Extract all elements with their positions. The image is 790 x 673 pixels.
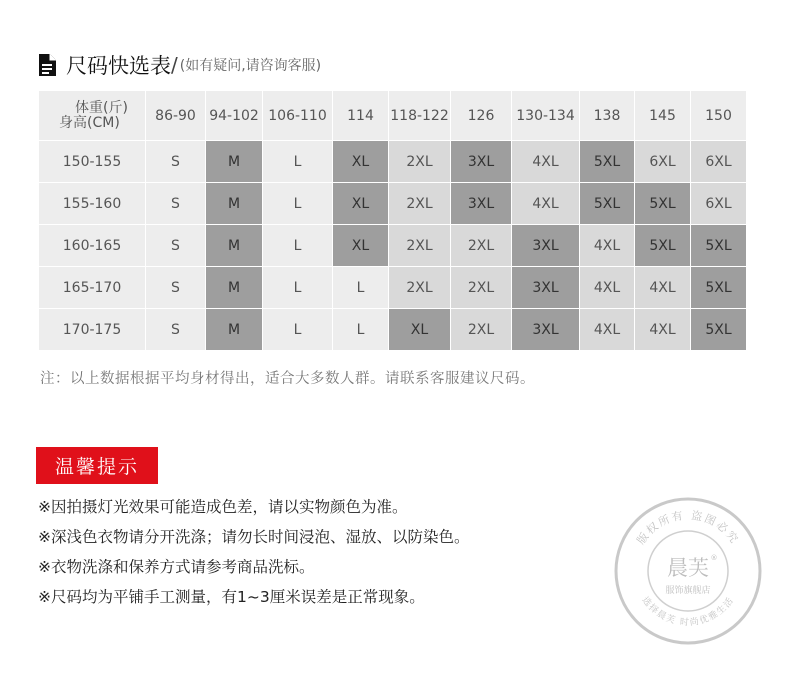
height-header: 165-170	[39, 267, 146, 309]
size-row	[39, 141, 747, 183]
size-cell: 4XL	[580, 267, 635, 309]
weight-header: 118-122	[389, 91, 451, 141]
height-header: 150-155	[39, 141, 146, 183]
size-cell: 2XL	[451, 225, 512, 267]
seal-bottom-text: 选择晨芙 时尚优雅生活	[639, 595, 737, 629]
tips-list	[38, 492, 470, 612]
size-cell: L	[263, 267, 333, 309]
size-row	[39, 267, 747, 309]
size-cell: L	[333, 309, 389, 351]
size-cell: XL	[389, 309, 451, 351]
height-header: 155-160	[39, 183, 146, 225]
size-cell: S	[146, 183, 206, 225]
size-cell: 4XL	[512, 141, 580, 183]
size-row	[39, 183, 747, 225]
tip-item: ※因拍摄灯光效果可能造成色差，请以实物颜色为准。	[38, 498, 408, 516]
title-sub: (如有疑问,请咨询客服)	[179, 58, 322, 74]
size-chart-table	[38, 90, 747, 351]
weight-header: 114	[333, 91, 389, 141]
size-cell: 2XL	[389, 183, 451, 225]
size-cell: 6XL	[691, 141, 747, 183]
tip-item: ※尺码均为平铺手工测量，有1~3厘米误差是正常现象。	[38, 588, 425, 606]
size-cell: S	[146, 225, 206, 267]
size-cell: 3XL	[512, 267, 580, 309]
weight-header: 126	[451, 91, 512, 141]
size-cell: S	[146, 141, 206, 183]
svg-text:版权所有 盗图必究	[634, 508, 743, 547]
size-cell: M	[206, 183, 263, 225]
size-cell: XL	[333, 183, 389, 225]
size-cell: 4XL	[580, 309, 635, 351]
size-cell: M	[206, 141, 263, 183]
size-cell: L	[333, 267, 389, 309]
size-cell: 4XL	[580, 225, 635, 267]
size-cell: 3XL	[512, 309, 580, 351]
corner-height-label: 身高(CM)	[59, 114, 120, 131]
seal-brand: 晨芙	[667, 556, 709, 580]
size-cell: L	[263, 141, 333, 183]
height-header: 160-165	[39, 225, 146, 267]
size-cell: 4XL	[512, 183, 580, 225]
size-cell: 2XL	[451, 267, 512, 309]
size-cell: M	[206, 309, 263, 351]
tip-item: ※衣物洗涤和保养方式请参考商品洗标。	[38, 558, 315, 576]
size-cell: M	[206, 267, 263, 309]
weight-header: 150	[691, 91, 747, 141]
size-cell: 2XL	[389, 141, 451, 183]
document-icon	[36, 53, 58, 77]
title-main: 尺码快选表	[66, 54, 171, 78]
height-header: 170-175	[39, 309, 146, 351]
seal-top-text: 版权所有 盗图必究	[634, 508, 742, 547]
size-cell: 6XL	[635, 141, 691, 183]
corner-cell	[39, 91, 146, 141]
size-cell: XL	[333, 141, 389, 183]
page-title	[36, 50, 321, 80]
size-row	[39, 225, 747, 267]
size-cell: 3XL	[451, 183, 512, 225]
title-slash: /	[171, 53, 178, 77]
corner-weight-label: 体重(斤)	[75, 99, 128, 116]
tips-title: 温馨提示	[36, 447, 158, 483]
size-cell: 2XL	[389, 225, 451, 267]
size-cell: 4XL	[635, 309, 691, 351]
size-cell: L	[263, 225, 333, 267]
weight-header: 86-90	[146, 91, 206, 141]
size-cell: M	[206, 225, 263, 267]
size-cell: 3XL	[512, 225, 580, 267]
size-cell: 5XL	[691, 267, 747, 309]
weight-header: 94-102	[206, 91, 263, 141]
size-cell: 5XL	[691, 309, 747, 351]
size-cell: L	[263, 183, 333, 225]
tips-divider	[36, 482, 158, 484]
size-cell: 6XL	[691, 183, 747, 225]
seal-store: 服饰旗舰店	[665, 586, 711, 596]
size-cell: 4XL	[635, 267, 691, 309]
size-cell: 5XL	[635, 183, 691, 225]
size-cell: 5XL	[635, 225, 691, 267]
size-cell: 2XL	[389, 267, 451, 309]
size-cell: 3XL	[451, 141, 512, 183]
tip-item: ※深浅色衣物请分开洗涤；请勿长时间浸泡、湿放、以防染色。	[38, 528, 470, 546]
size-cell: 5XL	[691, 225, 747, 267]
header-row	[39, 91, 747, 141]
weight-header: 138	[580, 91, 635, 141]
size-note: 注：以上数据根据平均身材得出，适合大多数人群。请联系客服建议尺码。	[40, 371, 535, 387]
size-cell: 5XL	[580, 183, 635, 225]
size-cell: 5XL	[580, 141, 635, 183]
weight-header: 130-134	[512, 91, 580, 141]
size-cell: L	[263, 309, 333, 351]
size-cell: S	[146, 267, 206, 309]
copyright-seal	[612, 495, 764, 647]
seal-trademark: ®	[710, 554, 718, 562]
size-cell: XL	[333, 225, 389, 267]
size-row	[39, 309, 747, 351]
size-cell: S	[146, 309, 206, 351]
weight-header: 106-110	[263, 91, 333, 141]
weight-header: 145	[635, 91, 691, 141]
size-cell: 2XL	[451, 309, 512, 351]
